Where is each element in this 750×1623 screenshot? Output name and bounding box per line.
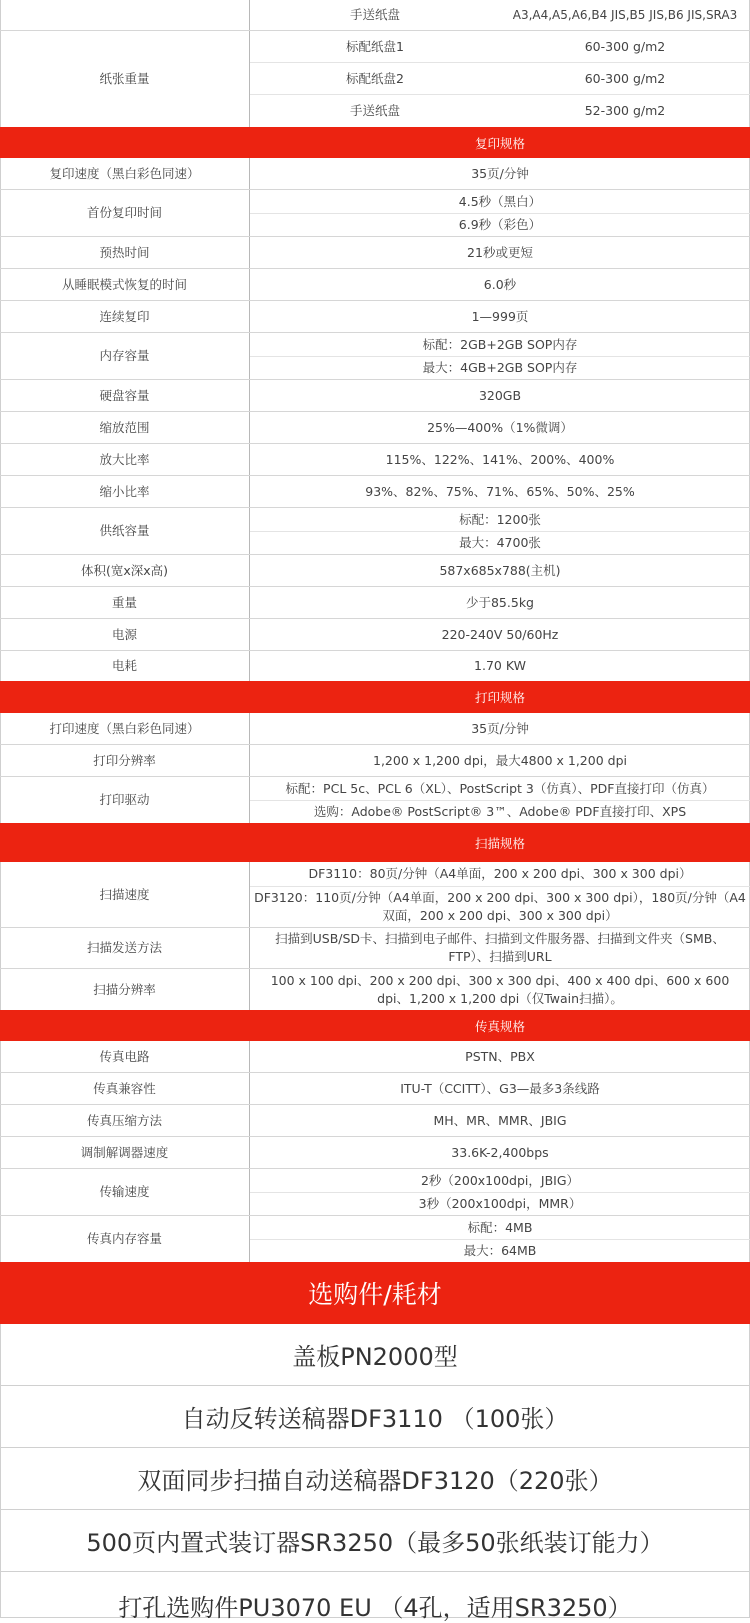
memory-label: 内存容量: [99, 348, 150, 363]
weight-value: 少于85.5kg: [465, 594, 534, 610]
scan-resolution-label: 扫描分辨率: [93, 981, 156, 997]
print-resolution-label: 打印分辨率: [93, 752, 156, 768]
transmission-label: 传输速度: [99, 1184, 150, 1199]
continuous-copy-label: 连续复印: [99, 308, 150, 324]
option-item: 打孔选购件PU3070 EU （4孔，适用SR3250）: [0, 1572, 750, 1618]
paper-capacity-max: 最大：4700张: [459, 535, 541, 550]
first-copy-label: 首份复印时间: [86, 205, 162, 220]
tray2-label: 标配纸盘2: [346, 70, 404, 86]
scan-speed-label: 扫描速度: [99, 886, 150, 902]
modem-speed-label: 调制解调器速度: [80, 1144, 169, 1160]
print-resolution-value: 1,200 x 1,200 dpi，最大4800 x 1,200 dpi: [373, 752, 627, 768]
paper-capacity-label: 供纸容量: [99, 523, 150, 538]
scan-send-value: 扫描到USB/SD卡、扫描到电子邮件、扫描到文件服务器、扫描到文件夹（SMB、FTP）、扫描到URL: [275, 931, 725, 964]
consumption-value: 1.70 KW: [474, 658, 526, 673]
continuous-copy-value: 1—999页: [471, 308, 529, 324]
dimensions-label: 体积(宽x深x高): [80, 562, 169, 578]
copy-spec-header: 复印规格: [0, 127, 750, 158]
first-copy-value-color: 6.9秒（彩色）: [458, 217, 542, 232]
transmission-jbig: 2秒（200x100dpi，JBIG）: [420, 1172, 580, 1188]
option-item: 双面同步扫描自动送稿器DF3120（220张）: [0, 1448, 750, 1510]
tray2-weight: 60-300 g/m2: [584, 70, 666, 86]
print-driver-label: 打印驱动: [99, 792, 150, 807]
fax-compression-value: MH、MR、MMR、JBIG: [433, 1112, 567, 1128]
sleep-recovery-label: 从睡眠模式恢复的时间: [61, 276, 187, 292]
power-label: 电源: [111, 626, 137, 642]
fax-compat-value: ITU-T（CCITT）、G3—最多3条线路: [400, 1080, 600, 1096]
scan-resolution-value: 100 x 100 dpi、200 x 200 dpi、300 x 300 dpi、400 x 400 dpi、600 x 600 dpi、1,200 x 1,200 dpi（仅Twain扫描）。: [270, 972, 730, 1006]
option-item: 自动反转送稿器DF3110 （100张）: [0, 1386, 750, 1448]
first-copy-value-bw: 4.5秒（黑白）: [458, 193, 542, 209]
print-speed-value: 35页/分钟: [471, 720, 529, 736]
option-item: 盖板PN2000型: [0, 1324, 750, 1386]
print-speed-label: 打印速度（黑白彩色同速）: [49, 720, 200, 736]
enlarge-value: 115%、122%、141%、200%、400%: [385, 451, 615, 467]
print-driver-opt: 选购：Adobe® PostScript® 3™、Adobe® PDF直接打印、XPS: [313, 804, 687, 819]
fax-circuit-label: 传真电路: [99, 1048, 150, 1064]
paper-weight-label: 纸张重量: [99, 71, 150, 86]
power-value: 220-240V 50/60Hz: [441, 626, 559, 642]
fax-memory-std: 标配：4MB: [467, 1219, 533, 1235]
manual-tray-label: 手送纸盘: [349, 103, 400, 118]
scan-send-label: 扫描发送方法: [86, 940, 162, 955]
tray1-weight: 60-300 g/m2: [584, 38, 666, 54]
hdd-label: 硬盘容量: [99, 387, 150, 403]
options-banner: 选购件/耗材: [0, 1262, 750, 1324]
fax-compression-label: 传真压缩方法: [86, 1112, 162, 1128]
fax-memory-label: 传真内存容量: [86, 1231, 162, 1246]
transmission-mmr: 3秒（200x100dpi，MMR）: [418, 1196, 582, 1211]
memory-value-max: 最大：4GB+2GB SOP内存: [422, 360, 578, 375]
fax-spec-header: 传真规格: [0, 1010, 750, 1041]
consumption-label: 电耗: [111, 658, 137, 673]
reduce-value: 93%、82%、75%、71%、65%、50%、25%: [365, 483, 635, 499]
manual-tray-sizes: A3,A4,A5,A6,B4 JIS,B5 JIS,B6 JIS,SRA3: [512, 8, 738, 22]
fax-compat-label: 传真兼容性: [93, 1080, 156, 1096]
row-label-blank: [0, 0, 249, 30]
weight-label: 重量: [111, 594, 137, 610]
sleep-recovery-value: 6.0秒: [483, 276, 517, 292]
print-driver-std: 标配：PCL 5c、PCL 6（XL）、PostScript 3（仿真）、PDF直接打印（仿真）: [285, 780, 715, 796]
manual-tray-size-label: 手送纸盘: [349, 7, 400, 22]
reduce-label: 缩小比率: [99, 483, 150, 499]
paper-capacity-std: 标配：1200张: [459, 511, 541, 527]
dimensions-value: 587x685x788(主机): [439, 562, 561, 578]
copy-speed-label: 复印速度（黑白彩色同速）: [49, 165, 200, 181]
zoom-label: 缩放范围: [99, 419, 150, 435]
warmup-value: 21秒或更短: [467, 244, 533, 260]
hdd-value: 320GB: [478, 387, 522, 403]
memory-value-std: 标配：2GB+2GB SOP内存: [422, 336, 578, 352]
scan-speed-df3110: DF3110：80页/分钟（A4单面，200 x 200 dpi、300 x 300 dpi）: [308, 866, 692, 881]
copy-speed-value: 35页/分钟: [471, 165, 529, 181]
scan-spec-header: 扫描规格: [0, 823, 750, 862]
scan-speed-df3120: DF3120：110页/分钟（A4单面，200 x 200 dpi、300 x 300 dpi），180页/分钟（A4双面，200 x 200 dpi、300 x 300 dpi）: [254, 890, 746, 923]
warmup-label: 预热时间: [99, 244, 150, 260]
fax-circuit-value: PSTN、PBX: [465, 1048, 535, 1064]
print-spec-header: 打印规格: [0, 681, 750, 713]
option-item: 500页内置式装订器SR3250（最多50张纸装订能力）: [0, 1510, 750, 1572]
zoom-value: 25%—400%（1%微调）: [427, 419, 573, 435]
manual-tray-weight: 52-300 g/m2: [584, 103, 666, 118]
fax-memory-max: 最大：64MB: [463, 1243, 537, 1258]
modem-speed-value: 33.6K-2,400bps: [451, 1144, 549, 1160]
enlarge-label: 放大比率: [99, 451, 150, 467]
tray1-label: 标配纸盘1: [346, 38, 404, 54]
